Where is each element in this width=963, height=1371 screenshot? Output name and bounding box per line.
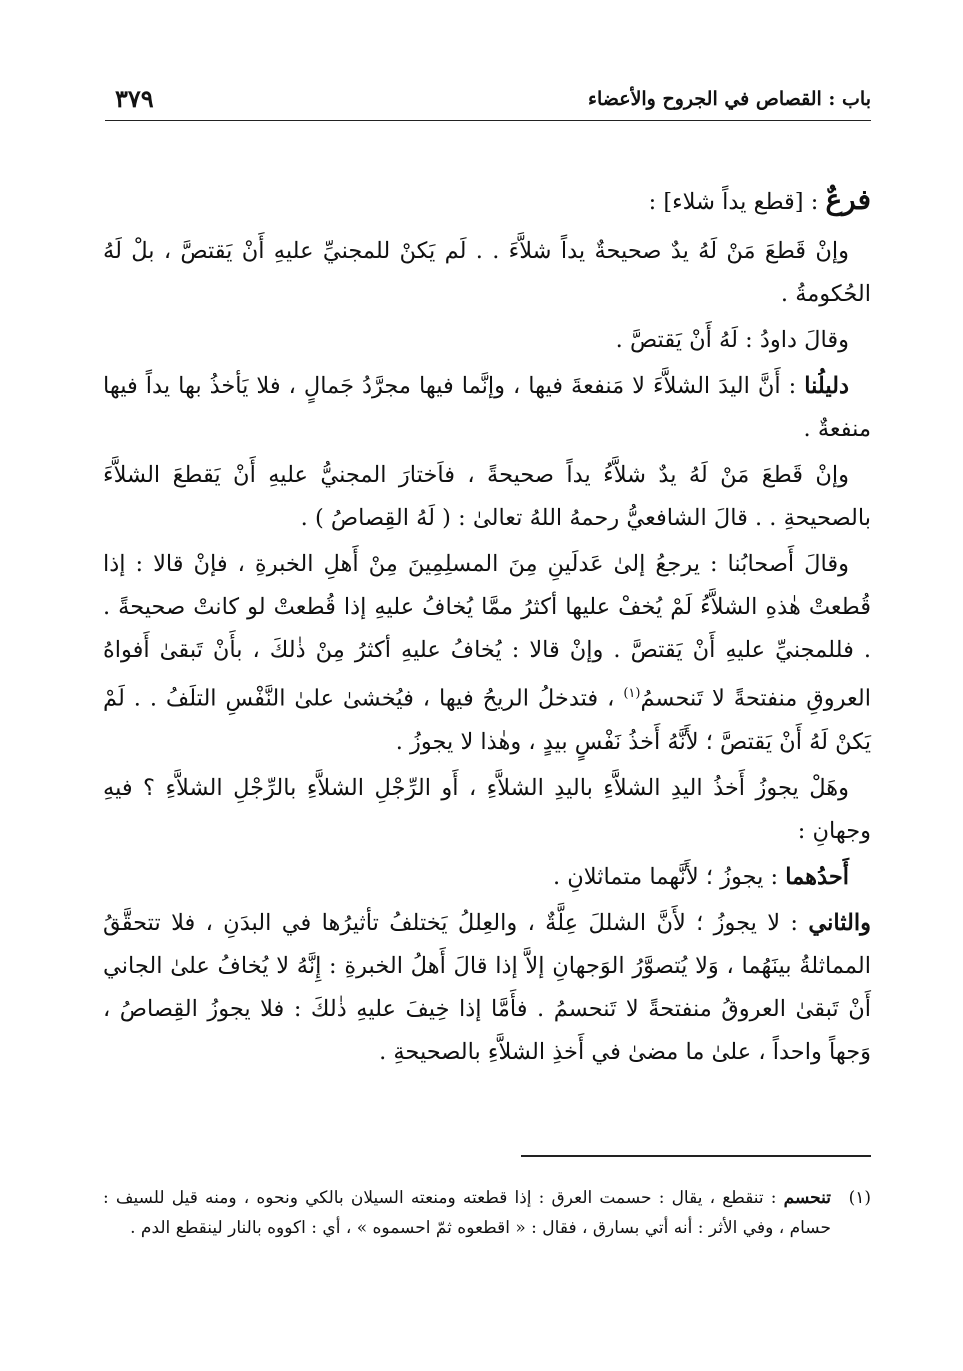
paragraph-3-lead: دليلُنا [804,373,849,399]
footnote-number: (١) [848,1188,871,1208]
paragraph-7-text: : يجوزُ ؛ لأَنَّهما متماثلانِ . [552,863,786,890]
footnote-1 [103,1183,871,1243]
page-number: ٣٧٩ [115,84,154,113]
footnote-definition: : تنقطع ، يقال : حسمت العرق : إذا قطعته ومنعته السيلان بالكي ونحوه ، ومنه قيل للسيف : حسام ، وفي الأثر : أنه أتي بسارق ، فقال : « اقطعوه ثمّ احسموه » ، أي : اكووه بالنار لينقطع الدم . [103,1188,831,1238]
paragraph-3 [103,365,871,451]
footnote-term: تنحسم [783,1188,831,1208]
running-header [105,80,871,121]
paragraph-5 [103,543,871,764]
paragraph-8-lead: والثاني [808,909,871,936]
branch-label: فرعٌ [825,183,871,216]
paragraph-8-text: : لا يجوزُ ؛ لأَنَّ الشللَ عِلَّةٌ ، والعِللُ يَختلفُ تأثيرُها في البدَنِ ، فلا تتحقَّقُ المماثلةُ بينَهُما ، وَلا يُتصوَّرُ الوَجهانِ إلاَّ إذا قالَ أَهلُ الخبرةِ : إِنَّهُ لا يُخافُ علىٰ الجاني أَنْ تَبقىٰ العروقُ منفتحةً لا تَنحسمُ . فأَمَّا إذا خِيفَ عليهِ ذٰلكَ : فلا يجوزُ القِصاصُ ، وَجهاً واحداً ، علىٰ ما مضىٰ في أَخذِ الشلاَّءِ بالصحيحةِ . [103,909,871,1065]
footnote-text [103,1183,831,1243]
paragraph-5-text-a: وقالَ أَصحابُنا : يرجعُ إلىٰ عَدلَينِ مِنَ المسلِمِينَ مِنْ أَهلِ الخبرةِ ، فإنْ قالا : إذا قُطعتْ هٰذهِ الشلاَّءُ لَمْ يُخفْ عليها أكثرُ ممَّا يُخافُ عليهِ إذا قُطعتْ لو كانتْ صحيحةً . . فللمجنيِّ عليهِ أَنْ يَقتصَّ . وإنْ قالا : يُخافُ عليهِ أكثرُ مِنْ ذٰلكَ ، بأَنْ تَبقىٰ أَفواهُ العروقِ منفتحةً لا تَنحسمُ [103,551,871,712]
paragraph-5-text-b: ، فتدخلُ الريحُ فيها ، فيُخشىٰ علىٰ النَّفْسِ التلَفُ . . لَمْ يَكنْ لَهُ أَنْ يَقتصَّ ؛ لأَنَّهُ أَخذُ نَفْسٍ بيدٍ ، وهٰذا لا يجوزُ . [103,685,871,755]
branch-title: : [قطع يداً شلاء] : [648,189,826,215]
paragraph-4: وإنْ قَطعَ مَنْ لَهُ يدٌ شلاَّءُ يداً صحيحةً ، فاَختارَ المجنيُّ عليهِ أَنْ يَقطعَ الشلاَّءَ بالصحيحةِ . . قالَ الشافعيُّ رحمهُ اللهُ تعالىٰ : ( لَهُ القِصاصُ ) . [103,462,871,531]
footnote-reference[interactable]: (١) [623,686,641,701]
footnote-divider [521,1155,871,1157]
paragraph-2: وقالَ داودُ : لَهُ أَنْ يَقتصَّ . [615,327,849,353]
paragraph-1: وإنْ قَطعَ مَنْ لَهُ يدٌ صحيحةٌ يداً شلاَّءَ . . لَم يَكنْ للمجنيِّ عليهِ أَنْ يَقتصَّ ، بلْ لَهُ الحُكومةُ . [103,238,871,307]
main-text [103,178,871,1077]
paragraph-8 [103,902,871,1074]
chapter-title: باب : القصاص في الجروح والأعضاء [588,88,871,110]
paragraph-7 [103,856,871,899]
footnotes [103,1183,871,1243]
branch-heading [103,178,871,224]
paragraph-3-text: : أَنَّ اليدَ الشلاَّءَ لا مَنفعةَ فيها ، وإنَّما فيها مجرَّدُ جَمالٍ ، فلا يَأخذُ بها يداً فيها منفعةٌ . [103,373,871,442]
paragraph-6: وهَلْ يجوزُ أَخذُ اليدِ الشلاَّءِ باليدِ الشلاَّءِ ، أَو الرِّجْلِ الشلاَّءِ بالرِّجْلِ الشلاَّءِ ؟ فيهِ وجهانِ : [103,774,871,844]
paragraph-7-lead: أَحدُهما [785,863,849,890]
